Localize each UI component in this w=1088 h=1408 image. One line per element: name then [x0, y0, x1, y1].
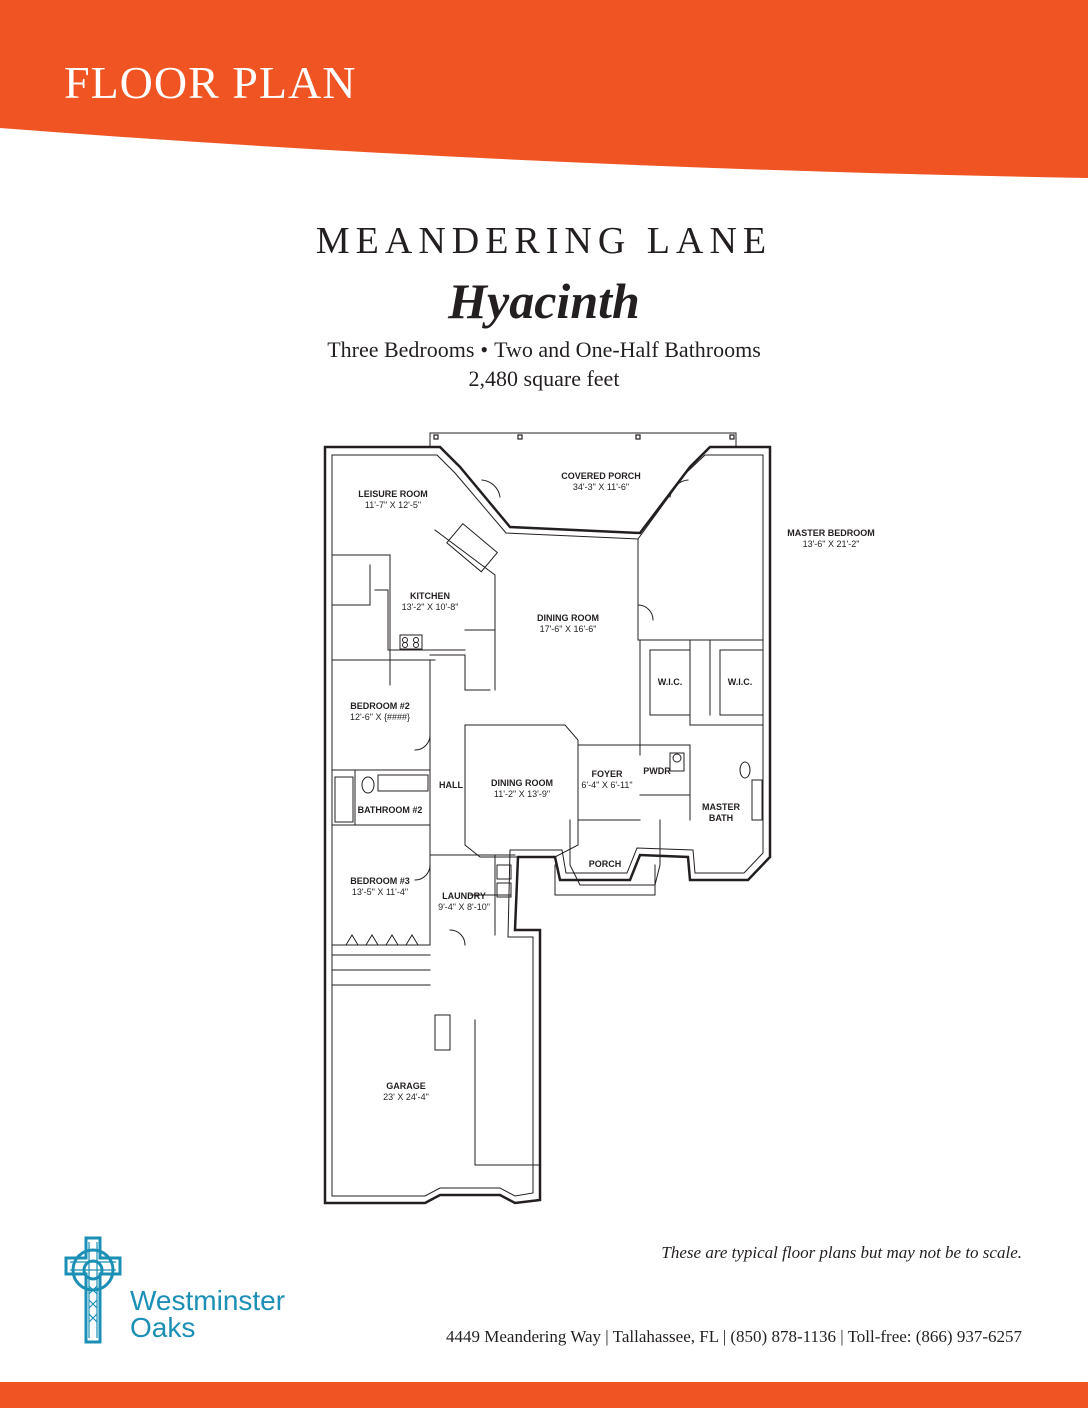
bathroom-count: Two and One-Half Bathrooms — [494, 337, 761, 362]
room-label: MASTER BATH — [702, 802, 740, 823]
room-label: DINING ROOM 11'-2" X 13'-9" — [491, 778, 553, 799]
room-label: KITCHEN 13'-2" X 10'-8" — [401, 591, 459, 612]
bedroom-count: Three Bedrooms — [327, 337, 475, 362]
room-label: LEISURE ROOM 11'-7" X 12'-5" — [358, 489, 428, 510]
room-label: MASTER BEDROOM 13'-6" X 21'-2" — [787, 528, 875, 549]
room-label: W.I.C. — [657, 677, 683, 687]
contact-address: 4449 Meandering Way | Tallahassee, FL | (850) 878-1136 | Toll-free: (866) 937-6257 — [446, 1327, 1022, 1346]
room-label: HALL — [439, 780, 463, 790]
room-label: FOYER 6'-4" X 6'-11" — [581, 769, 633, 790]
header-banner — [0, 0, 1088, 180]
square-footage: 2,480 square feet — [468, 365, 620, 391]
room-label: DINING ROOM 17'-6" X 16'-6" — [537, 613, 599, 634]
logo-line-2: Oaks — [130, 1311, 196, 1343]
footer-bar — [0, 1382, 1088, 1408]
room-label: BEDROOM #2 12'-6" X {####} — [350, 701, 410, 722]
logo-wordmark — [130, 1285, 286, 1343]
room-label: COVERED PORCH 34'-3" X 11'-6" — [561, 471, 641, 492]
room-label: PORCH — [588, 859, 622, 869]
celtic-cross-icon — [62, 1236, 124, 1346]
page-title: FLOOR PLAN — [64, 57, 357, 108]
home-specs — [0, 336, 1088, 393]
logo-line-1: Westminster — [130, 1285, 286, 1316]
community-name: MEANDERING LANE — [315, 220, 773, 262]
spec-separator: • — [480, 337, 489, 362]
room-label: W.I.C. — [727, 677, 753, 687]
floor-plan — [300, 425, 875, 1210]
room-label: LAUNDRY 9'-4" X 8'-10" — [438, 891, 490, 912]
westminster-oaks-logo — [62, 1236, 322, 1346]
room-label: BEDROOM #3 13'-5" X 11'-4" — [350, 876, 410, 897]
room-label: PWDR — [643, 766, 671, 776]
room-label: BATHROOM #2 — [357, 805, 423, 815]
scale-disclaimer: These are typical floor plans but may not be to scale. — [661, 1243, 1022, 1262]
room-label: GARAGE 23' X 24'-4" — [383, 1081, 429, 1102]
model-name: Hyacinth — [448, 273, 640, 329]
